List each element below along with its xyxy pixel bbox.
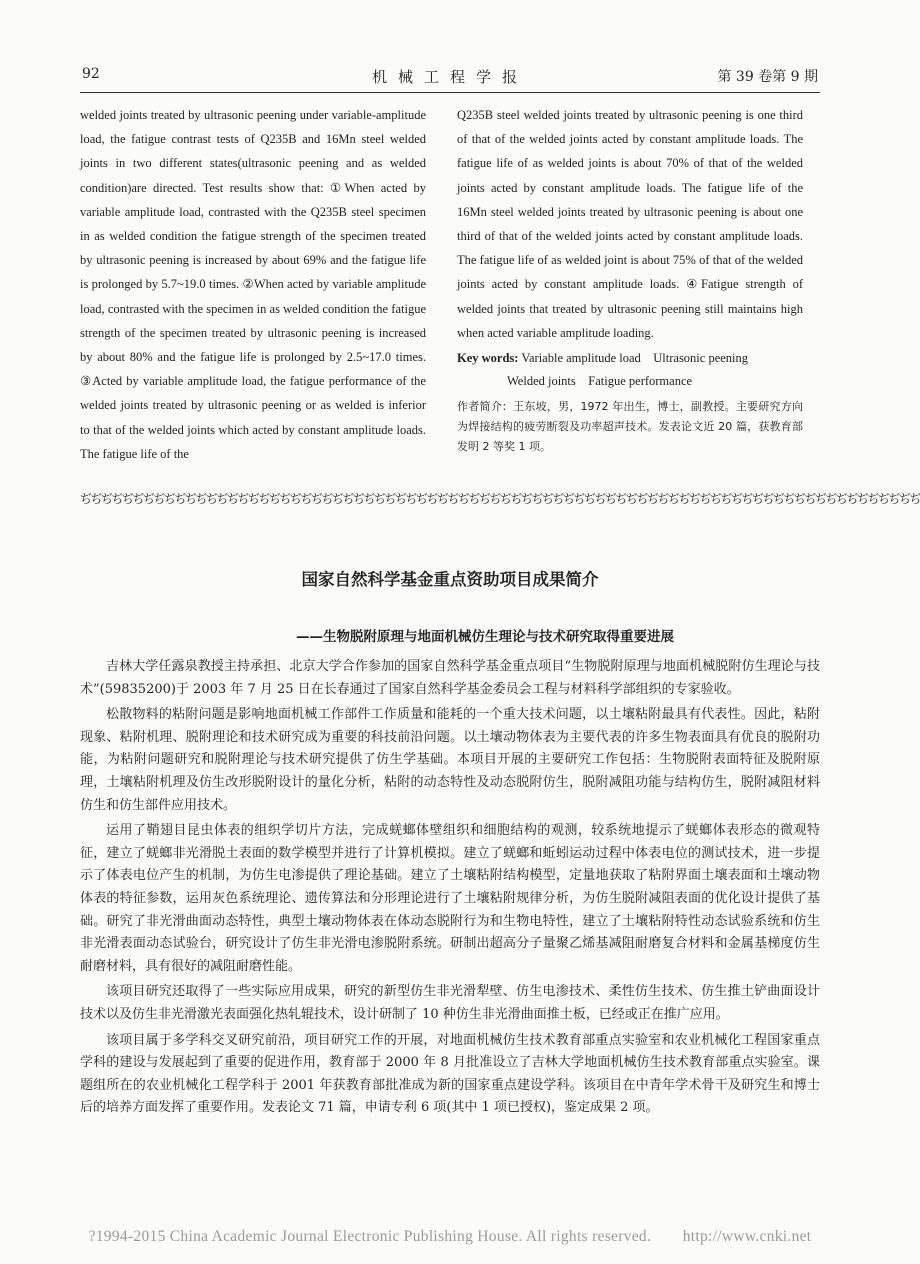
article-title: 国家自然科学基金重点资助项目成果简介 bbox=[301, 570, 599, 589]
abstract-text-left: welded joints treated by ultrasonic peening under variable-amplitude load, the fatigue contrast tests of Q235B and 16Mn steel welded joints in two different states(ultrasonic peening and as welded condition)are directed. Test results show that: ①When acted by variable amplitude load, contrasted with the Q235B steel specimen in as welded condition the fatigue strength of the specimen treated by ultrasonic peening is increased by about 69% and the fatigue life is prolonged by 5.7~19.0 times. ②When acted by variable amplitude load, contrasted with the specimen in as welded condition the fatigue strength of the specimen treated by ultrasonic peening is increased by about 80% and the fatigue life is prolonged by 2.5~17.0 times. ③Acted by variable amplitude load, the fatigue performance of the welded joints treated by ultrasonic peening or as welded is inferior to that of the welded joints which acted by constant amplitude loads. The fatigue life of the bbox=[80, 108, 426, 461]
abstract-text-right: Q235B steel welded joints treated by ultrasonic peening is one third of that of the welded joints acted by constant amplitude loads. The fatigue life of as welded joints is about 70% of that of the welded joints acted by constant amplitude loads. The fatigue life of the 16Mn steel welded joints treated by ultrasonic peening is about one third of that of the welded joints acted by constant amplitude loads. The fatigue life of as welded joint is about 75% of that of the welded joints acted by constant amplitude loads. ④Fatigue strength of welded joints that treated by ultrasonic peening still maintains high when acted variable amplitude loading. bbox=[457, 108, 803, 340]
article-paragraph-1: 吉林大学任露泉教授主持承担、北京大学合作参加的国家自然科学基金重点项目“生物脱附原理与地面机械脱附仿生理论与技术”(59835200)于 2003 年 7 月 25 日在长春通过了国家自然科学基金委员会工程与材料科学部组织的专家验收。 bbox=[80, 659, 820, 697]
keywords-line-1: Variable amplitude load Ultrasonic peening bbox=[521, 351, 749, 366]
keywords-line-2: Welded joints Fatigue performance bbox=[507, 374, 693, 389]
keywords bbox=[457, 347, 803, 393]
abstract-left-column bbox=[80, 103, 426, 466]
article-paragraph-4: 该项目研究还取得了一些实际应用成果，研究的新型仿生非光滑犁壁、仿生电渗技术、柔性仿生技术、仿生推土铲曲面设计技术以及仿生非光滑激光表面强化热轧辊技术，设计研制了 10 种仿生非光滑曲面推土板，已经或正在推广应用。 bbox=[80, 984, 820, 1022]
article-paragraph-5: 该项目属于多学科交叉研究前沿，项目研究工作的开展，对地面机械仿生技术教育部重点实验室和农业机械化工程国家重点学科的建设与发展起到了重要的促进作用，教育部于 2000 年 8 月批准设立了吉林大学地面机械仿生技术教育部重点实验室。课题组所在的农业机械化工程学科于 2001 年获教育部批准成为新的国家重点建设学科。该项目在中青年学术骨干及研究生和博士后的培养方面发挥了重要作用。发表论文 71 篇，申请专利 6 项(其中 1 项已授权)，鉴定成果 2 项。 bbox=[80, 1032, 820, 1116]
ornamental-divider: ぢぢぢぢぢぢぢぢぢぢぢぢぢぢぢぢぢぢぢぢぢぢぢぢぢぢぢぢぢぢぢぢぢぢぢぢぢぢぢぢぢぢぢぢぢぢぢぢぢぢぢぢぢぢぢぢぢぢぢぢぢぢぢぢぢぢぢぢぢぢぢぢぢぢぢぢぢぢぢぢ bbox=[80, 492, 920, 506]
keywords-label: Key words: bbox=[457, 351, 519, 366]
page-number: 92 bbox=[82, 66, 100, 82]
article-subtitle-text: ——生物脱附原理与地面机械仿生理论与技术研究取得重要进展 bbox=[296, 629, 674, 645]
abstract-right-column bbox=[457, 103, 803, 457]
page-header bbox=[82, 66, 818, 88]
issue-info: 第 39 卷第 9 期 bbox=[717, 69, 818, 85]
journal-name: 机械工程学报 bbox=[371, 68, 528, 86]
header-rule bbox=[80, 92, 820, 93]
article-paragraph-3: 运用了鞘翅目昆虫体表的组织学切片方法，完成蜣螂体壁组织和细胞结构的观测，较系统地提示了蜣螂体表形态的微观特征，建立了蜣螂非光滑脱土表面的数学模型并进行了计算机模拟。建立了蜣螂和蚯蚓运动过程中体表电位的测试技术，进一步提示了体表电位产生的机制，为仿生电渗提供了理论基础。建立了土壤粘附结构模型，定量地获取了粘附界面土壤表面和土壤动物体表的特征参数，运用灰色系统理论、遗传算法和分形理论进行了土壤粘附规律分析，为仿生脱附减阻表面的优化设计提供了基础。研究了非光滑曲面动态特性，典型土壤动物体表在体动态脱附行为和生物电特性，建立了土壤粘附特性动态试验系统和仿生非光滑表面动态试验台，研究设计了仿生非光滑电渗脱附系统。研制出超高分子量聚乙烯基减阻耐磨复合材料和金属基梯度仿生耐磨材料，具有很好的减阻耐磨性能。 bbox=[80, 823, 820, 974]
article-subtitle bbox=[0, 625, 900, 645]
author-bio: 作者简介：王东坡，男，1972 年出生，博士，副教授。主要研究方向为焊接结构的疲劳断裂及功率超声技术。发表论文近 20 篇，获教育部发明 2 等奖 1 项。 bbox=[457, 400, 803, 454]
article-body bbox=[80, 656, 820, 1123]
article-paragraph-2: 松散物料的粘附问题是影响地面机械工作部件工作质量和能耗的一个重大技术问题，以土壤粘附最具有代表性。因此，粘附现象、粘附机理、脱附理论和技术研究成为重要的科技前沿问题。以土壤动物体表为主要代表的许多生物表面具有优良的脱附功能，为粘附问题研究和脱附理论与技术研究提供了仿生学基础。本项目开展的主要研究工作包括：生物脱附表面特征及脱附原理，土壤粘附机理及仿生改形脱附设计的量化分析，粘附的动态特性及动态脱附仿生，脱附减阻功能与结构仿生，脱附减阻材料仿生和仿生部件应用技术。 bbox=[80, 707, 820, 813]
copyright-footer: ?1994-2015 China Academic Journal Electronic Publishing House. All rights reserved. http://www.cnki.net bbox=[88, 1228, 812, 1245]
